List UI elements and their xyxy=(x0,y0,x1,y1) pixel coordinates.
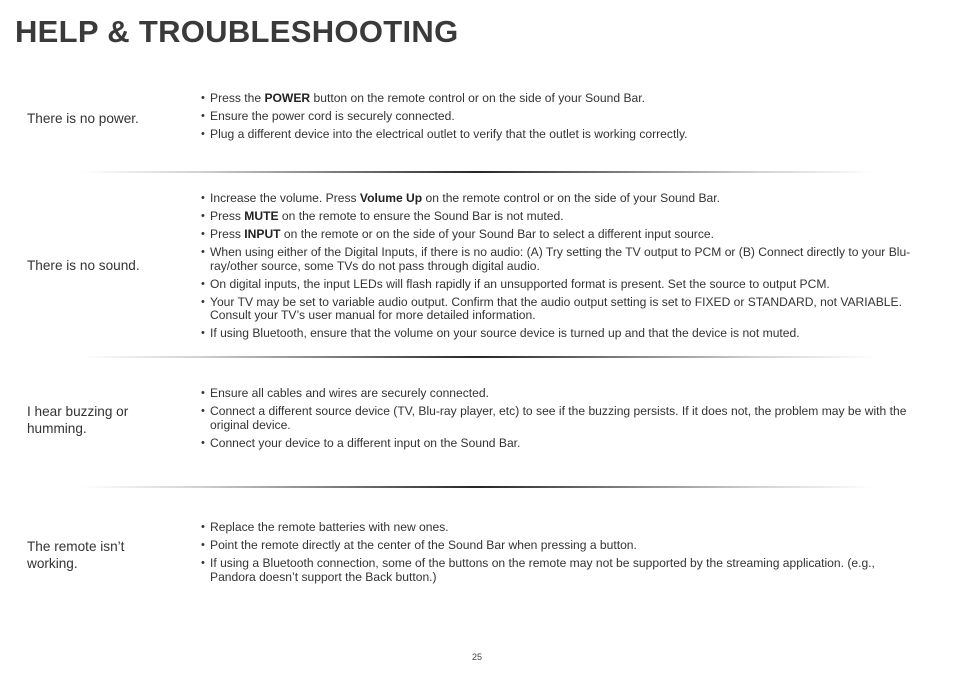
solution-item: • Ensure all cables and wires are securely connected. xyxy=(203,387,938,401)
section-divider xyxy=(80,486,875,488)
solution-item: • When using either of the Digital Inputs, if there is no audio: (A) Try setting the TV output to PCM or (B) Connect directly to your Blu-ray/other source, some TVs do not pass through digital audio. xyxy=(203,246,931,273)
problem-no-power: There is no power. xyxy=(27,111,139,126)
solution-item: • Connect your device to a different input on the Sound Bar. xyxy=(203,437,938,451)
solution-item: • Press MUTE on the remote to ensure the Sound Bar is not muted. xyxy=(203,210,931,224)
solution-item: • If using Bluetooth, ensure that the volume on your source device is turned up and that the device is not muted. xyxy=(203,327,931,341)
solutions-no-power xyxy=(203,92,923,146)
solution-item: • Plug a different device into the electrical outlet to verify that the outlet is working correctly. xyxy=(203,128,923,142)
solutions-buzzing xyxy=(203,387,938,455)
solution-item: • Your TV may be set to variable audio output. Confirm that the audio output setting is set to FIXED or STANDARD, not VARIABLE. Consult your TV’s user manual for more detailed information. xyxy=(203,296,931,323)
solution-item: • Ensure the power cord is securely connected. xyxy=(203,110,923,124)
solution-item: • Press the POWER button on the remote control or on the side of your Sound Bar. xyxy=(203,92,923,106)
problem-remote: The remote isn’t working. xyxy=(27,539,125,571)
section-divider xyxy=(80,356,875,358)
problem-no-sound: There is no sound. xyxy=(27,258,140,273)
solution-item: • Replace the remote batteries with new ones. xyxy=(203,521,913,535)
solution-item: • Increase the volume. Press Volume Up on the remote control or on the side of your Sound Bar. xyxy=(203,192,931,206)
solution-item: • Press INPUT on the remote or on the side of your Sound Bar to select a different input source. xyxy=(203,228,931,242)
solutions-no-sound xyxy=(203,192,931,345)
solution-item: • On digital inputs, the input LEDs will flash rapidly if an unsupported format is present. Set the source to output PCM. xyxy=(203,278,931,292)
page-number: 25 xyxy=(471,652,482,662)
problem-buzzing: I hear buzzing or humming. xyxy=(27,404,129,436)
solution-item: • If using a Bluetooth connection, some of the buttons on the remote may not be supported by the streaming application. (e.g., Pandora doesn’t support the Back button.) xyxy=(203,557,913,584)
page-title: HELP & TROUBLESHOOTING xyxy=(15,14,459,49)
section-divider xyxy=(80,171,875,173)
solution-item: • Point the remote directly at the center of the Sound Bar when pressing a button. xyxy=(203,539,913,553)
solutions-remote xyxy=(203,521,913,589)
solution-item: • Connect a different source device (TV, Blu-ray player, etc) to see if the buzzing persists. If it does not, the problem may be with the original device. xyxy=(203,405,938,432)
